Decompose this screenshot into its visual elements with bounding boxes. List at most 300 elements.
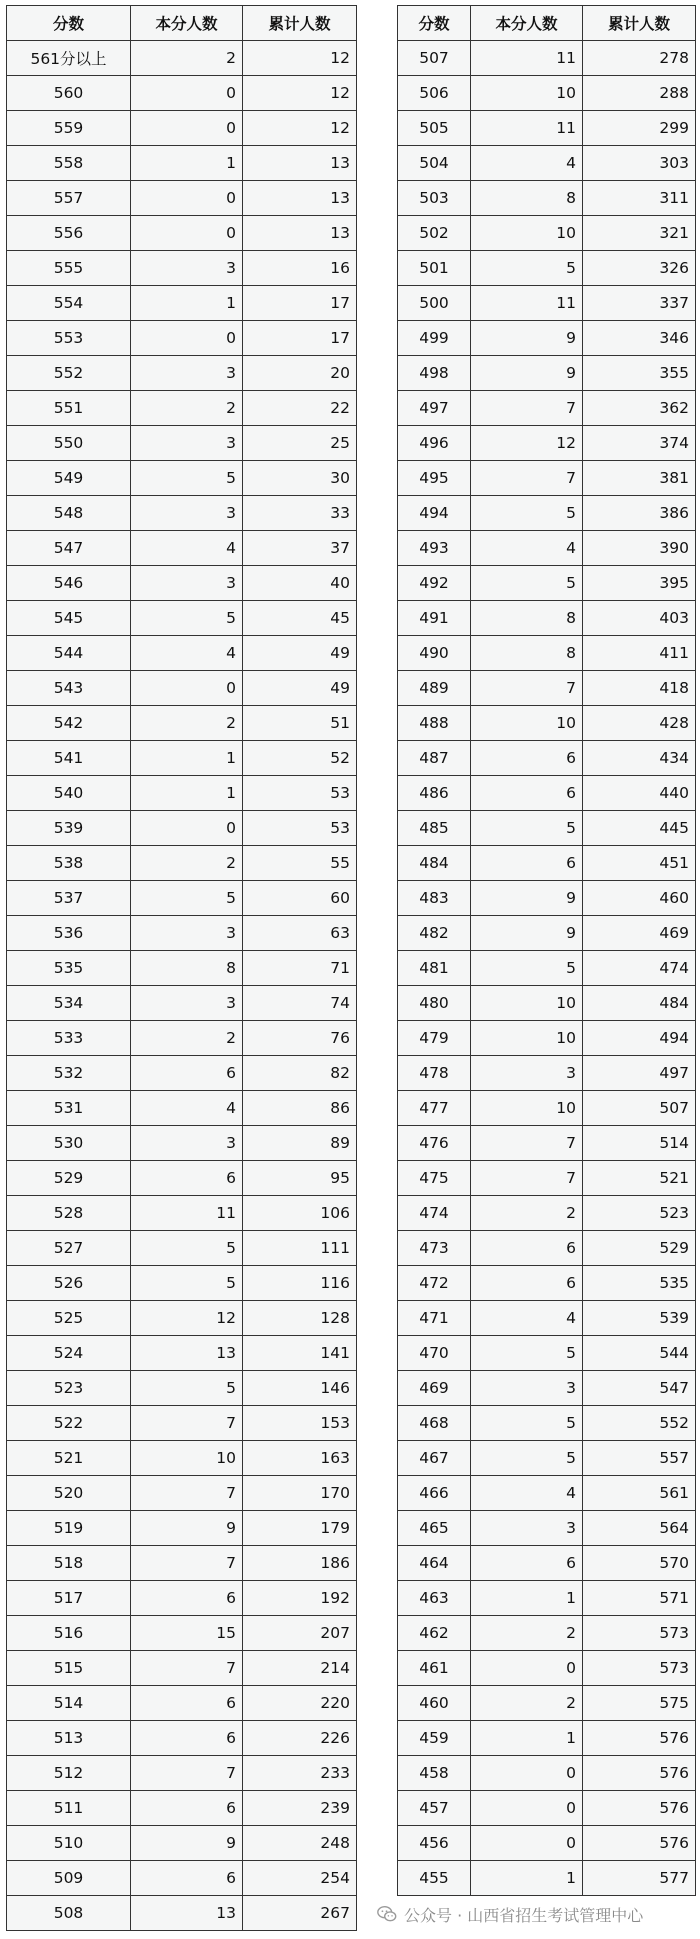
cumulative-cell: 267 [243,1896,357,1931]
score-cell: 521 [7,1441,131,1476]
count-cell: 0 [131,811,243,846]
table-row [398,1686,696,1721]
cumulative-cell: 321 [583,216,696,251]
score-cell: 527 [7,1231,131,1266]
cumulative-cell: 303 [583,146,696,181]
score-cell: 548 [7,496,131,531]
cumulative-cell: 239 [243,1791,357,1826]
table-row [398,146,696,181]
cumulative-cell: 570 [583,1546,696,1581]
count-cell: 1 [471,1861,583,1896]
cumulative-cell: 346 [583,321,696,356]
count-cell: 8 [471,636,583,671]
cumulative-cell: 226 [243,1721,357,1756]
cumulative-cell: 74 [243,986,357,1021]
cumulative-cell: 337 [583,286,696,321]
table-row [7,1616,357,1651]
score-cell: 506 [398,76,471,111]
count-cell: 15 [131,1616,243,1651]
table-row [7,671,357,706]
score-cell: 540 [7,776,131,811]
count-cell: 10 [471,1091,583,1126]
score-cell: 502 [398,216,471,251]
score-cell: 461 [398,1651,471,1686]
table-row [398,636,696,671]
cumulative-cell: 571 [583,1581,696,1616]
score-cell: 526 [7,1266,131,1301]
count-cell: 5 [471,1406,583,1441]
cumulative-cell: 186 [243,1546,357,1581]
cumulative-cell: 170 [243,1476,357,1511]
count-cell: 3 [131,496,243,531]
table-row [398,1126,696,1161]
cumulative-cell: 153 [243,1406,357,1441]
count-cell: 4 [471,1301,583,1336]
cumulative-cell: 576 [583,1721,696,1756]
table-row [398,741,696,776]
table-row [7,1686,357,1721]
table-row [398,321,696,356]
cumulative-cell: 564 [583,1511,696,1546]
cumulative-cell: 17 [243,286,357,321]
score-cell: 523 [7,1371,131,1406]
count-cell: 0 [131,181,243,216]
table-row [7,916,357,951]
score-cell: 519 [7,1511,131,1546]
table-row [7,1791,357,1826]
table-row [398,811,696,846]
score-cell: 478 [398,1056,471,1091]
cumulative-cell: 326 [583,251,696,286]
count-cell: 0 [131,671,243,706]
right-score-table-container [397,5,696,1896]
score-cell: 484 [398,846,471,881]
table-row [7,1721,357,1756]
score-cell: 549 [7,461,131,496]
score-cell: 525 [7,1301,131,1336]
cumulative-cell: 451 [583,846,696,881]
count-cell: 4 [471,531,583,566]
count-cell: 5 [471,951,583,986]
score-cell: 486 [398,776,471,811]
count-cell: 10 [471,76,583,111]
count-cell: 2 [131,391,243,426]
score-cell: 470 [398,1336,471,1371]
count-cell: 5 [131,1266,243,1301]
table-row [7,461,357,496]
cumulative-cell: 45 [243,601,357,636]
cumulative-cell: 106 [243,1196,357,1231]
table-row [7,601,357,636]
cumulative-cell: 507 [583,1091,696,1126]
count-cell: 12 [471,426,583,461]
table-row [398,951,696,986]
table-row [398,1196,696,1231]
table-row [398,1056,696,1091]
table-row [398,216,696,251]
count-cell: 11 [471,41,583,76]
score-cell: 508 [7,1896,131,1931]
count-cell: 9 [131,1826,243,1861]
table-row [398,426,696,461]
score-cell: 547 [7,531,131,566]
score-cell: 546 [7,566,131,601]
cumulative-cell: 141 [243,1336,357,1371]
count-cell: 2 [131,41,243,76]
score-cell: 456 [398,1826,471,1861]
header-score: 分数 [398,6,471,41]
score-cell: 544 [7,636,131,671]
score-cell: 557 [7,181,131,216]
score-cell: 534 [7,986,131,1021]
cumulative-cell: 390 [583,531,696,566]
cumulative-cell: 53 [243,811,357,846]
table-row [398,111,696,146]
table-row [398,356,696,391]
table-row [7,286,357,321]
table-row [398,1476,696,1511]
count-cell: 6 [131,1581,243,1616]
table-row [398,1756,696,1791]
count-cell: 5 [131,1231,243,1266]
table-row [398,706,696,741]
score-cell: 487 [398,741,471,776]
cumulative-cell: 13 [243,146,357,181]
score-cell: 475 [398,1161,471,1196]
table-row [7,496,357,531]
cumulative-cell: 12 [243,76,357,111]
table-row [7,1406,357,1441]
score-cell: 498 [398,356,471,391]
score-cell: 457 [398,1791,471,1826]
cumulative-cell: 523 [583,1196,696,1231]
cumulative-cell: 76 [243,1021,357,1056]
table-row [7,1371,357,1406]
count-cell: 11 [471,111,583,146]
table-row [398,1161,696,1196]
table-row [398,1266,696,1301]
table-row [7,181,357,216]
cumulative-cell: 16 [243,251,357,286]
cumulative-cell: 13 [243,216,357,251]
count-cell: 9 [131,1511,243,1546]
count-cell: 10 [471,216,583,251]
table-row [7,951,357,986]
count-cell: 0 [471,1756,583,1791]
count-cell: 6 [131,1861,243,1896]
cumulative-cell: 95 [243,1161,357,1196]
right-score-table [397,5,696,1896]
score-cell: 538 [7,846,131,881]
table-row [398,1616,696,1651]
table-row [7,531,357,566]
score-cell: 528 [7,1196,131,1231]
score-cell: 510 [7,1826,131,1861]
cumulative-cell: 355 [583,356,696,391]
cumulative-cell: 557 [583,1441,696,1476]
cumulative-cell: 22 [243,391,357,426]
table-row [398,41,696,76]
score-cell: 509 [7,1861,131,1896]
table-row [7,216,357,251]
count-cell: 3 [131,986,243,1021]
score-cell: 494 [398,496,471,531]
count-cell: 3 [471,1371,583,1406]
score-cell: 561分以上 [7,41,131,76]
score-cell: 529 [7,1161,131,1196]
score-cell: 485 [398,811,471,846]
score-cell: 462 [398,1616,471,1651]
score-cell: 497 [398,391,471,426]
cumulative-cell: 573 [583,1616,696,1651]
table-row [7,1826,357,1861]
cumulative-cell: 163 [243,1441,357,1476]
table-row [398,916,696,951]
table-row [7,1161,357,1196]
table-row [398,1301,696,1336]
table-row [7,741,357,776]
score-cell: 513 [7,1721,131,1756]
score-cell: 495 [398,461,471,496]
table-row [7,41,357,76]
count-cell: 10 [471,986,583,1021]
score-cell: 518 [7,1546,131,1581]
score-cell: 537 [7,881,131,916]
score-cell: 530 [7,1126,131,1161]
count-cell: 6 [131,1161,243,1196]
left-score-table [6,5,357,1931]
cumulative-cell: 529 [583,1231,696,1266]
score-cell: 477 [398,1091,471,1126]
cumulative-cell: 403 [583,601,696,636]
cumulative-cell: 220 [243,1686,357,1721]
count-cell: 6 [471,1266,583,1301]
table-row [398,1091,696,1126]
score-cell: 468 [398,1406,471,1441]
score-cell: 476 [398,1126,471,1161]
table-row [7,881,357,916]
cumulative-cell: 82 [243,1056,357,1091]
cumulative-cell: 386 [583,496,696,531]
count-cell: 10 [471,706,583,741]
cumulative-cell: 248 [243,1826,357,1861]
cumulative-cell: 576 [583,1756,696,1791]
table-row [398,846,696,881]
count-cell: 5 [131,881,243,916]
score-cell: 493 [398,531,471,566]
count-cell: 1 [131,286,243,321]
table-row [398,986,696,1021]
table-row [7,566,357,601]
cumulative-cell: 576 [583,1826,696,1861]
table-row [7,76,357,111]
table-row [398,251,696,286]
table-row [398,1546,696,1581]
cumulative-cell: 577 [583,1861,696,1896]
score-cell: 522 [7,1406,131,1441]
count-cell: 2 [131,706,243,741]
table-row [7,1546,357,1581]
count-cell: 13 [131,1336,243,1371]
score-cell: 511 [7,1791,131,1826]
table-row [398,1721,696,1756]
cumulative-cell: 30 [243,461,357,496]
table-row [7,321,357,356]
table-row [398,496,696,531]
table-row [398,1826,696,1861]
table-row [7,426,357,461]
count-cell: 7 [131,1406,243,1441]
count-cell: 5 [471,1441,583,1476]
cumulative-cell: 63 [243,916,357,951]
table-header-row [398,6,696,41]
table-row [7,356,357,391]
table-row [398,1336,696,1371]
count-cell: 6 [471,1546,583,1581]
score-cell: 532 [7,1056,131,1091]
count-cell: 5 [471,811,583,846]
table-row [398,1441,696,1476]
cumulative-cell: 179 [243,1511,357,1546]
table-row [7,1126,357,1161]
cumulative-cell: 17 [243,321,357,356]
cumulative-cell: 440 [583,776,696,811]
cumulative-cell: 474 [583,951,696,986]
score-cell: 481 [398,951,471,986]
cumulative-cell: 374 [583,426,696,461]
score-cell: 455 [398,1861,471,1896]
table-row [7,1896,357,1931]
table-row [7,1021,357,1056]
table-row [7,146,357,181]
cumulative-cell: 49 [243,671,357,706]
count-cell: 9 [471,916,583,951]
watermark [376,1898,686,1930]
count-cell: 6 [471,1231,583,1266]
count-cell: 6 [131,1791,243,1826]
score-cell: 488 [398,706,471,741]
count-cell: 2 [471,1616,583,1651]
count-cell: 0 [471,1791,583,1826]
score-cell: 479 [398,1021,471,1056]
score-cell: 550 [7,426,131,461]
score-cell: 458 [398,1756,471,1791]
score-cell: 536 [7,916,131,951]
count-cell: 9 [471,881,583,916]
score-cell: 464 [398,1546,471,1581]
count-cell: 1 [131,776,243,811]
table-row [398,776,696,811]
score-cell: 501 [398,251,471,286]
cumulative-cell: 539 [583,1301,696,1336]
count-cell: 3 [131,916,243,951]
score-cell: 463 [398,1581,471,1616]
score-cell: 466 [398,1476,471,1511]
score-cell: 496 [398,426,471,461]
cumulative-cell: 192 [243,1581,357,1616]
score-cell: 504 [398,146,471,181]
header-cumulative: 累计人数 [583,6,696,41]
score-cell: 490 [398,636,471,671]
table-row [7,986,357,1021]
cumulative-cell: 207 [243,1616,357,1651]
count-cell: 6 [131,1056,243,1091]
score-cell: 543 [7,671,131,706]
cumulative-cell: 299 [583,111,696,146]
table-row [7,636,357,671]
table-row [7,1196,357,1231]
table-row [7,1581,357,1616]
cumulative-cell: 51 [243,706,357,741]
cumulative-cell: 547 [583,1371,696,1406]
cumulative-cell: 89 [243,1126,357,1161]
cumulative-cell: 116 [243,1266,357,1301]
cumulative-cell: 428 [583,706,696,741]
table-row [7,111,357,146]
score-cell: 472 [398,1266,471,1301]
left-score-table-container [6,5,357,1931]
count-cell: 1 [471,1721,583,1756]
count-cell: 11 [131,1196,243,1231]
count-cell: 7 [471,461,583,496]
cumulative-cell: 561 [583,1476,696,1511]
table-row [398,76,696,111]
cumulative-cell: 434 [583,741,696,776]
score-cell: 507 [398,41,471,76]
watermark-text: 公众号 · 山西省招生考试管理中心 [404,1905,644,1925]
cumulative-cell: 12 [243,41,357,76]
table-row [7,391,357,426]
table-row [398,1511,696,1546]
score-cell: 554 [7,286,131,321]
count-cell: 6 [471,846,583,881]
header-score: 分数 [7,6,131,41]
table-row [398,1791,696,1826]
table-header-row [7,6,357,41]
score-cell: 551 [7,391,131,426]
score-cell: 531 [7,1091,131,1126]
count-cell: 7 [471,671,583,706]
score-cell: 471 [398,1301,471,1336]
header-count: 本分人数 [471,6,583,41]
count-cell: 5 [471,496,583,531]
cumulative-cell: 37 [243,531,357,566]
score-cell: 552 [7,356,131,391]
count-cell: 5 [131,461,243,496]
table-row [398,1861,696,1896]
score-cell: 467 [398,1441,471,1476]
cumulative-cell: 484 [583,986,696,1021]
cumulative-cell: 60 [243,881,357,916]
count-cell: 0 [471,1826,583,1861]
score-cell: 465 [398,1511,471,1546]
count-cell: 4 [131,531,243,566]
table-row [7,846,357,881]
cumulative-cell: 40 [243,566,357,601]
cumulative-cell: 311 [583,181,696,216]
count-cell: 7 [471,1126,583,1161]
score-cell: 469 [398,1371,471,1406]
score-cell: 505 [398,111,471,146]
count-cell: 4 [471,1476,583,1511]
count-cell: 3 [131,566,243,601]
score-cell: 524 [7,1336,131,1371]
count-cell: 11 [471,286,583,321]
score-cell: 558 [7,146,131,181]
count-cell: 2 [471,1686,583,1721]
count-cell: 7 [131,1756,243,1791]
cumulative-cell: 55 [243,846,357,881]
